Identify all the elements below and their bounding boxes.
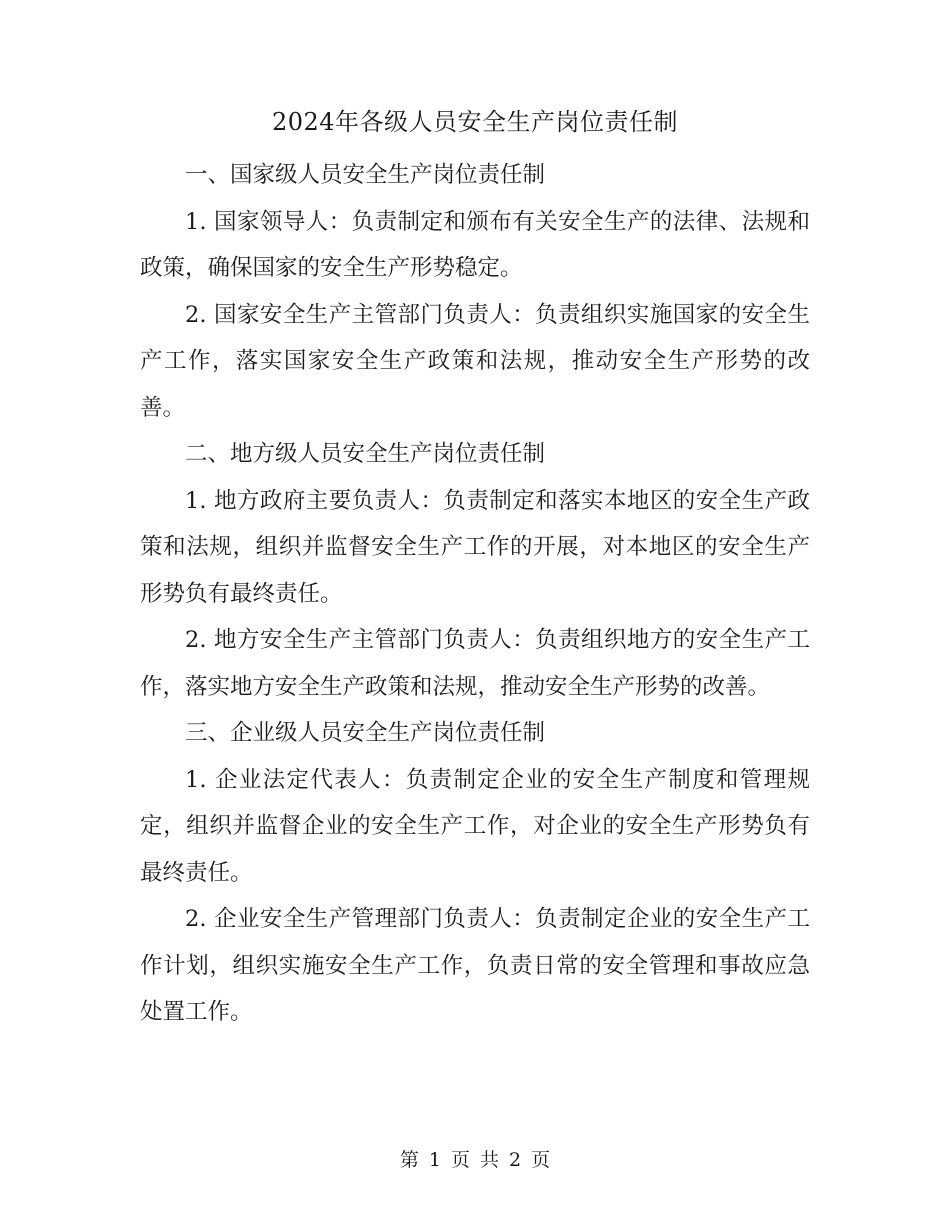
- section-heading-enterprise: 三、企业级人员安全生产岗位责任制: [185, 720, 546, 746]
- paragraph-enterprise-legal-representative: 1. 企业法定代表人：负责制定企业的安全生产制度和管理规定，组织并监督企业的安全生产工作，对企业的安全生产形势负有最终责任。: [140, 766, 810, 886]
- paragraph-local-government-head: 1. 地方政府主要负责人：负责制定和落实本地区的安全生产政策和法规，组织并监督安全生产工作的开展，对本地区的安全生产形势负有最终责任。: [140, 487, 810, 607]
- paragraph-local-department-head: 2. 地方安全生产主管部门负责人：负责组织地方的安全生产工作，落实地方安全生产政策和法规，推动安全生产形势的改善。: [140, 627, 810, 700]
- section-heading-local: 二、地方级人员安全生产岗位责任制: [185, 441, 546, 467]
- page-number-footer: 第 1 页 共 2 页: [399, 1149, 551, 1171]
- document-title: 2024年各级人员安全生产岗位责任制: [271, 108, 679, 136]
- paragraph-enterprise-department-head: 2. 企业安全生产管理部门负责人：负责制定企业的安全生产工作计划，组织实施安全生产工作，负责日常的安全管理和事故应急处置工作。: [140, 906, 810, 1025]
- section-heading-national: 一、国家级人员安全生产岗位责任制: [185, 162, 546, 188]
- document-body: [140, 152, 810, 1036]
- paragraph-national-leader: 1. 国家领导人：负责制定和颁布有关安全生产的法律、法规和政策，确保国家的安全生产形势稳定。: [140, 208, 810, 281]
- paragraph-national-department-head: 2. 国家安全生产主管部门负责人：负责组织实施国家的安全生产工作，落实国家安全生产政策和法规，推动安全生产形势的改善。: [140, 301, 810, 421]
